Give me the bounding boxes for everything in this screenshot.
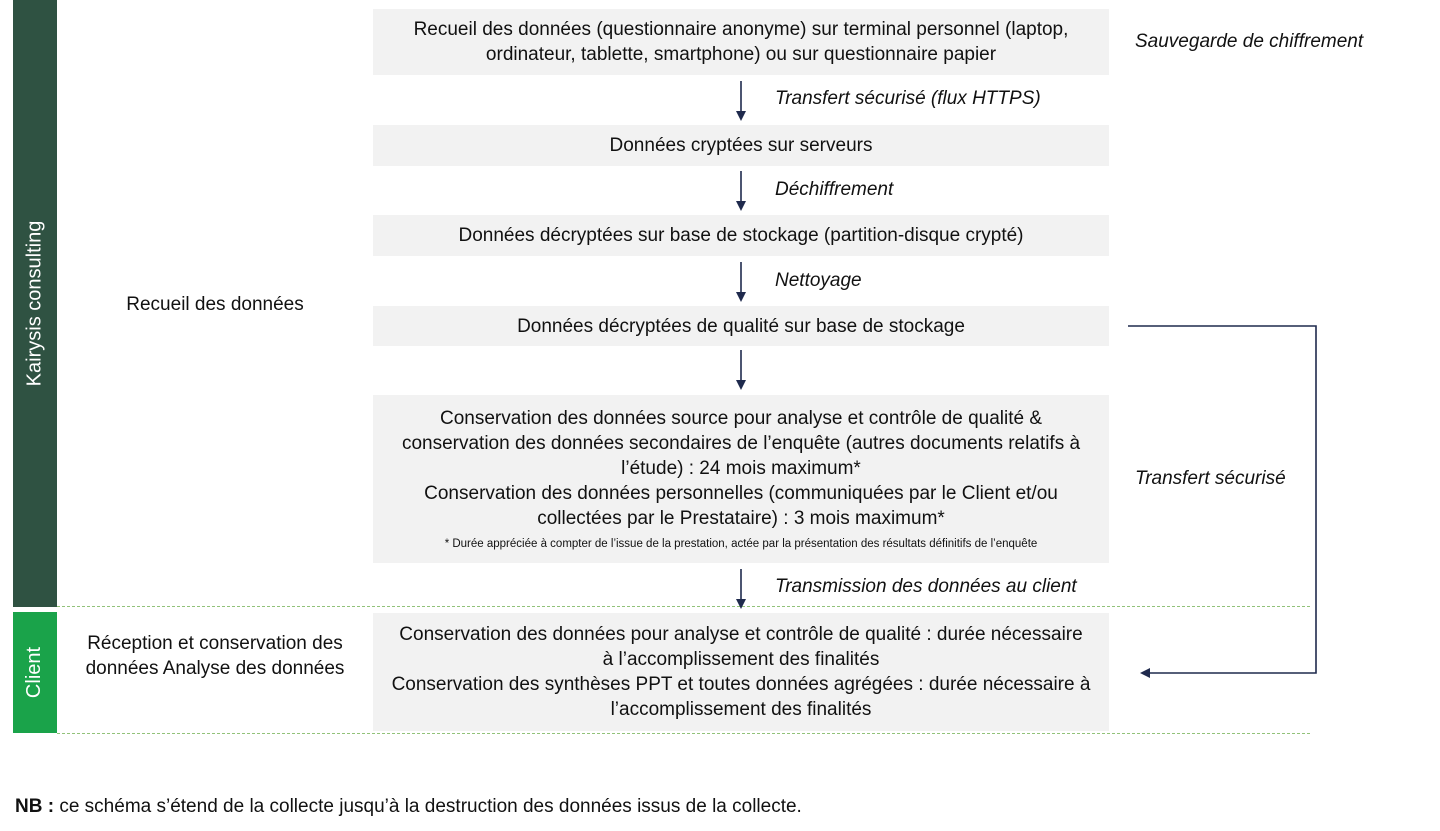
box-footnote: * Durée appréciée à compter de l’issue de la prestation, actée par la présentation des résultats définitifs de l’enquête xyxy=(444,537,1038,550)
step-label-dechiffrement: Déchiffrement xyxy=(775,179,894,200)
box-text-line: Données décryptées sur base de stockage (partition-disque crypté) xyxy=(458,225,1024,246)
box-text-line: à l’accomplissement des finalités xyxy=(602,649,880,670)
row-label-client-line: des données xyxy=(85,633,343,679)
box-text-line: collectées par le Prestataire) : 3 mois maximum* xyxy=(537,507,945,529)
step-label-nettoyage: Nettoyage xyxy=(775,270,862,291)
box-text-line: l’étude) : 24 mois maximum* xyxy=(621,457,861,479)
nb-text: ce schéma s’étend de la collecte jusqu’à la destruction des données issus de la collecte. xyxy=(54,796,802,817)
box-text-line: ordinateur, tablette, smartphone) ou sur questionnaire papier xyxy=(485,44,997,65)
row-label-client-line: Analyse des données xyxy=(162,658,345,679)
box-text-line: Conservation des données source pour analyse et contrôle de qualité & xyxy=(439,407,1043,429)
box-text-line: conservation des données secondaires de l’enquête (autres documents relatifs à xyxy=(401,432,1081,454)
step-label-sauvegarde: Sauvegarde de chiffrement xyxy=(1135,31,1364,52)
box-text-line: l’accomplissement des finalités xyxy=(610,699,872,720)
row-label-recueil: Recueil des données xyxy=(126,294,304,315)
box-text-line: Conservation des données personnelles (communiquées par le Client et/ou xyxy=(424,482,1058,504)
box-text-line: Conservation des synthèses PPT et toutes données agrégées : durée nécessaire à xyxy=(391,674,1091,695)
step-label-transfert-https: Transfert sécurisé (flux HTTPS) xyxy=(775,88,1041,109)
nb-note xyxy=(15,796,802,818)
box-text-line: Recueil des données (questionnaire anonyme) sur terminal personnel (laptop, xyxy=(413,19,1069,40)
connector-transfert-arrow xyxy=(1128,326,1316,673)
row-label-client-line: Réception et conservation xyxy=(87,633,307,654)
client-band-label: Client xyxy=(23,646,46,699)
kairysis-band-label: Kairysis consulting xyxy=(23,220,46,387)
step-label-transmission: Transmission des données au client xyxy=(775,576,1077,597)
box-text-line: Conservation des données pour analyse et contrôle de qualité : durée nécessaire xyxy=(399,624,1083,645)
box-text-line: Données cryptées sur serveurs xyxy=(609,135,873,156)
nb-prefix: NB : xyxy=(15,796,55,817)
step-label-transfert-securise: Transfert sécurisé xyxy=(1135,468,1286,489)
box-text-line: Données décryptées de qualité sur base de stockage xyxy=(517,315,965,337)
